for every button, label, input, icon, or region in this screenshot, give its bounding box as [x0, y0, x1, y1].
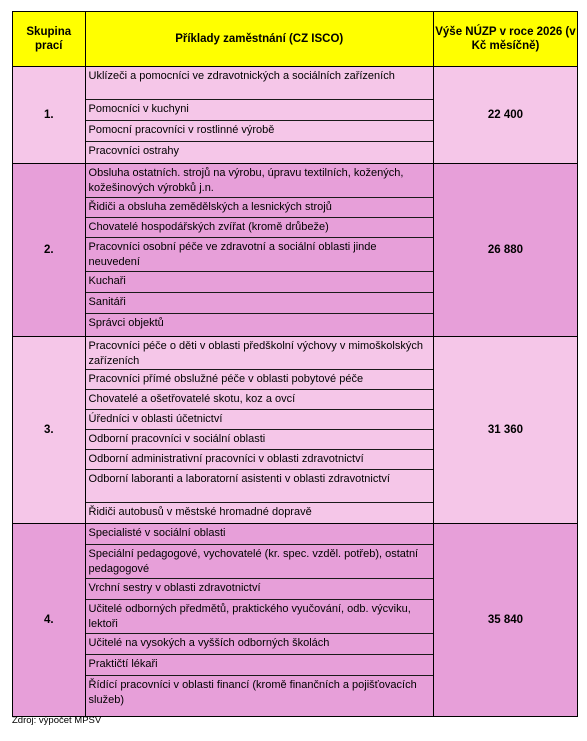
list-item: Správci objektů: [88, 317, 164, 329]
list-item: Pracovníci ostrahy: [88, 145, 180, 157]
job-list: [86, 67, 433, 163]
list-item: Speciální pedagogové, vychovatelé (kr. spec. vzděl. potřeb), ostatní pedagogové: [86, 545, 433, 579]
list-item: Vrchní sestry v oblasti zdravotnictví: [86, 579, 433, 600]
list-item: Kuchaři: [86, 272, 433, 293]
list-item: Pomocní pracovníci v rostlinné výrobě: [86, 121, 433, 142]
header-row: [13, 12, 578, 67]
wage-value: 22 400: [433, 67, 577, 164]
wage-value: 31 360: [433, 337, 577, 524]
wage-value: 26 880: [433, 164, 577, 337]
header-jobs: Příklady zaměstnání (CZ ISCO): [85, 12, 433, 67]
job-list-cell: [85, 164, 433, 337]
job-list: [86, 337, 433, 523]
list-item: Sanitáři: [86, 293, 433, 314]
list-item: Pracovníci osobní péče ve zdravotní a sociální oblasti jinde neuvedení: [86, 238, 433, 272]
list-item: Chovatelé a ošetřovatelé skotu, koz a ovcí: [86, 390, 433, 410]
table-row: [13, 67, 578, 164]
list-item: Úředníci v oblasti účetnictví: [86, 410, 433, 430]
wage-value: 35 840: [433, 524, 577, 717]
job-list-cell: [85, 337, 433, 524]
list-item: Odborní pracovníci v sociální oblasti: [86, 430, 433, 450]
group-number: 1.: [13, 67, 86, 164]
list-item: Řidiči a obsluha zemědělských a lesnických strojů: [86, 198, 433, 218]
list-item: Pracovníci přímé obslužné péče v oblasti pobytové péče: [86, 370, 433, 390]
list-item: Praktičtí lékaři: [86, 655, 433, 676]
job-list-cell: [85, 67, 433, 164]
list-item: Pomocníci v kuchyni: [86, 100, 433, 121]
list-item: Řídící pracovníci v oblasti financí (kromě finančních a pojišťovacích služeb): [88, 679, 417, 706]
list-item: Odborní laboranti a laboratorní asistenti v oblasti zdravotnictví: [86, 470, 433, 503]
list-item: Chovatelé hospodářských zvířat (kromě drůbeže): [86, 218, 433, 238]
job-list: [86, 524, 433, 716]
list-item: Učitelé odborných předmětů, praktického vyučování, odb. výcviku, lektoři: [86, 600, 433, 634]
group-number: 4.: [13, 524, 86, 717]
job-list: [86, 164, 433, 336]
list-item: Řidiči autobusů v městské hromadné dopravě: [88, 506, 312, 518]
wage-table: [12, 11, 578, 717]
list-item: Pracovníci péče o děti v oblasti předškolní výchovy v mimoškolských zařízeních: [86, 337, 433, 370]
job-list-cell: [85, 524, 433, 717]
list-item: Odborní administrativní pracovníci v oblasti zdravotnictví: [86, 450, 433, 470]
group-number: 3.: [13, 337, 86, 524]
list-item: Učitelé na vysokých a vyšších odborných školách: [86, 634, 433, 655]
header-wage: Výše NÚZP v roce 2026 (v Kč měsíčně): [433, 12, 577, 67]
table-row: [13, 337, 578, 524]
list-item: Obsluha ostatních. strojů na výrobu, úpravu textilních, kožených, kožešinových výrobků j.n.: [86, 164, 433, 198]
list-item: Uklízeči a pomocníci ve zdravotnických a sociálních zařízeních: [86, 67, 433, 100]
table-row: [13, 164, 578, 337]
header-group: Skupina prací: [13, 12, 86, 67]
group-number: 2.: [13, 164, 86, 337]
source-note: Zdroj: výpočet MPSV: [12, 715, 102, 726]
list-item: Specialisté v sociální oblasti: [86, 524, 433, 545]
table-row: [13, 524, 578, 717]
